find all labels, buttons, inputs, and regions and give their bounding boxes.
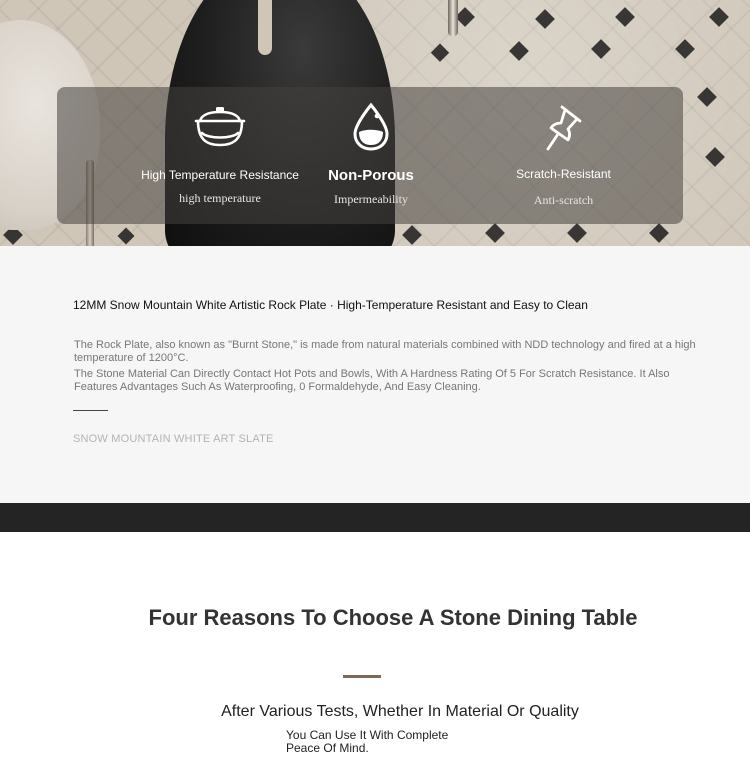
- feature-subtitle: high temperature: [179, 191, 261, 205]
- feature-subtitle: Impermeability: [334, 192, 408, 206]
- push-pin-icon: [544, 103, 584, 153]
- feature-title: High Temperature Resistance: [141, 168, 299, 182]
- feature-title: Scratch-Resistant: [516, 167, 611, 181]
- reasons-title: Four Reasons To Choose A Stone Dining Table: [148, 605, 638, 630]
- feature-title: Non-Porous: [328, 167, 414, 184]
- description-paragraph: The Rock Plate, also known as "Burnt Stone," is made from natural materials combined with NDD technology and fired at a high temperature of 1200°C.: [74, 339, 696, 364]
- accent-divider: [343, 675, 381, 678]
- feature-panel: [57, 87, 683, 224]
- table-leg: [448, 0, 458, 36]
- reasons-section: [0, 532, 750, 782]
- reasons-note: You Can Use It With Complete Peace Of Mind.: [286, 728, 449, 755]
- feature-high-temperature: [139, 87, 301, 224]
- reasons-subtitle: After Various Tests, Whether In Material Or Quality: [221, 703, 579, 720]
- feature-non-porous: [327, 87, 415, 224]
- vase-gap: [258, 0, 272, 55]
- product-heading: 12MM Snow Mountain White Artistic Rock Plate · High-Temperature Resistant and Easy to Clean: [73, 298, 588, 312]
- water-drop-icon: [351, 102, 391, 152]
- product-description: [74, 339, 706, 397]
- description-paragraph: The Stone Material Can Directly Contact Hot Pots and Bowls, With A Hardness Rating Of 5 For Scratch Resistance. It Also Features Advantages Such As Waterproofing, 0 Formaldehyde, And Easy Cleaning.: [74, 368, 670, 393]
- cooking-pot-icon: [192, 105, 248, 149]
- feature-scratch-resistant: [512, 87, 615, 224]
- hero-banner: [0, 0, 750, 246]
- product-description-section: [0, 246, 750, 503]
- product-caption: SNOW MOUNTAIN WHITE ART SLATE: [73, 433, 274, 445]
- section-divider-band: [0, 503, 750, 532]
- feature-subtitle: Anti-scratch: [533, 193, 594, 207]
- divider: [73, 410, 108, 411]
